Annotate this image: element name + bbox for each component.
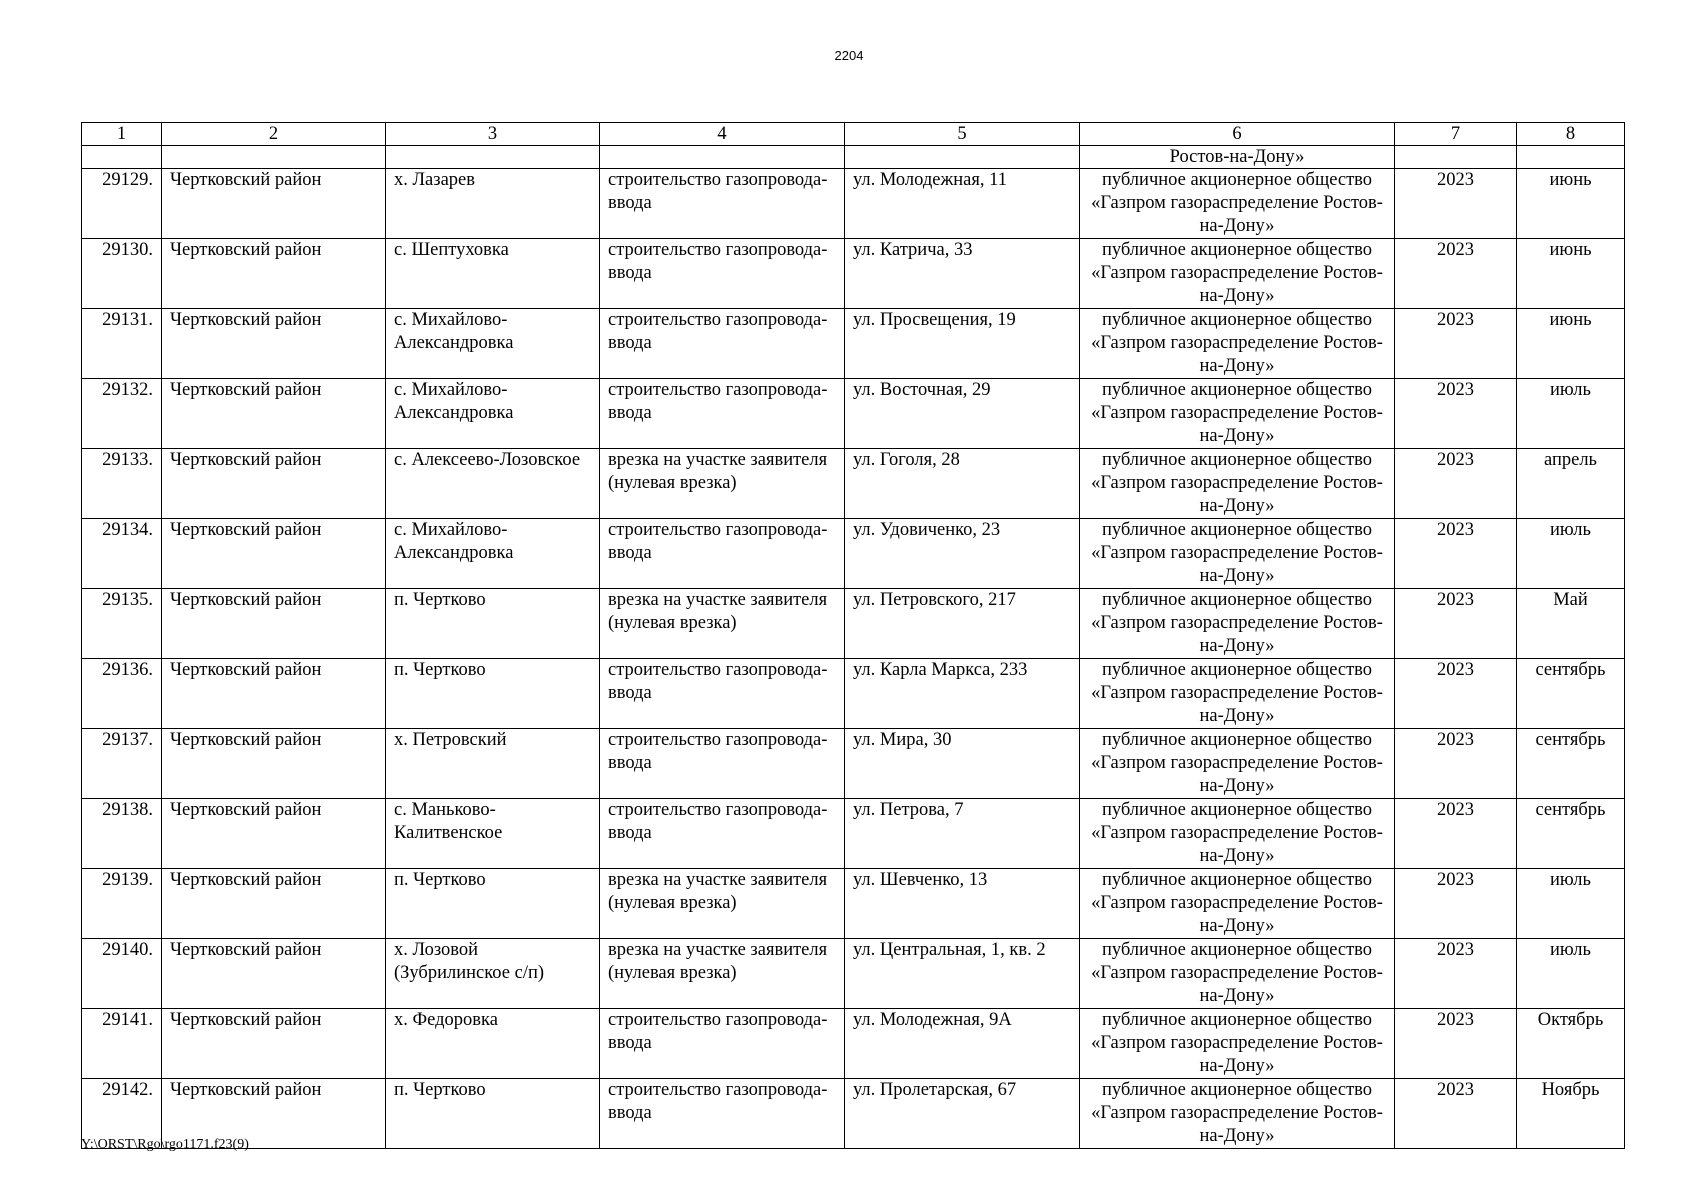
settlement-cell: х. Петровский [386,729,600,799]
address-cell: ул. Пролетарская, 67 [845,1079,1080,1149]
work-type-cell: строительство газопровода-ввода [600,239,845,309]
month-cell: июнь [1517,169,1625,239]
column-number: 8 [1517,123,1625,146]
table-row [82,519,1625,589]
work-type-cell: врезка на участке заявителя (нулевая врезка) [600,449,845,519]
organization-cell: публичное акционерное общество «Газпром газораспределение Ростов-на-Дону» [1080,379,1395,449]
table-row [82,449,1625,519]
year-cell: 2023 [1395,1079,1517,1149]
settlement-cell: х. Федоровка [386,1009,600,1079]
continuation-org-cell: Ростов-на-Дону» [1080,146,1395,169]
year-cell: 2023 [1395,939,1517,1009]
address-cell: ул. Молодежная, 9А [845,1009,1080,1079]
address-cell: ул. Восточная, 29 [845,379,1080,449]
settlement-cell: п. Чертково [386,589,600,659]
table-row [82,939,1625,1009]
organization-cell: публичное акционерное общество «Газпром газораспределение Ростов-на-Дону» [1080,799,1395,869]
page-number: 2204 [834,48,864,63]
month-cell: июль [1517,939,1625,1009]
address-cell: ул. Мира, 30 [845,729,1080,799]
organization-cell: публичное акционерное общество «Газпром газораспределение Ростов-на-Дону» [1080,309,1395,379]
table-row [82,869,1625,939]
settlement-cell: с. Михайлово-Александровка [386,519,600,589]
work-type-cell: строительство газопровода-ввода [600,659,845,729]
row-number-cell: 29132. [82,379,162,449]
year-cell: 2023 [1395,799,1517,869]
column-number: 2 [162,123,386,146]
row-number-cell: 29129. [82,169,162,239]
month-cell: Ноябрь [1517,1079,1625,1149]
row-number-cell: 29142. [82,1079,162,1149]
address-cell: ул. Молодежная, 11 [845,169,1080,239]
continuation-row [82,146,1625,169]
month-cell: июнь [1517,239,1625,309]
row-number-cell: 29138. [82,799,162,869]
work-type-cell: строительство газопровода-ввода [600,379,845,449]
month-cell: июль [1517,869,1625,939]
organization-cell: публичное акционерное общество «Газпром газораспределение Ростов-на-Дону» [1080,729,1395,799]
year-cell: 2023 [1395,519,1517,589]
table-row [82,169,1625,239]
month-cell: сентябрь [1517,799,1625,869]
table-row [82,729,1625,799]
work-type-cell: строительство газопровода-ввода [600,799,845,869]
district-cell: Чертковский район [162,1079,386,1149]
table-row [82,659,1625,729]
table-row [82,379,1625,449]
column-number: 6 [1080,123,1395,146]
district-cell: Чертковский район [162,379,386,449]
table-body [82,146,1625,1149]
row-number-cell: 29139. [82,869,162,939]
work-type-cell: врезка на участке заявителя (нулевая врезка) [600,869,845,939]
work-type-cell: строительство газопровода-ввода [600,1079,845,1149]
table-row [82,309,1625,379]
district-cell: Чертковский район [162,939,386,1009]
address-cell: ул. Катрича, 33 [845,239,1080,309]
year-cell: 2023 [1395,449,1517,519]
year-cell: 2023 [1395,309,1517,379]
work-type-cell: врезка на участке заявителя (нулевая врезка) [600,589,845,659]
settlement-cell: х. Лозовой (Зубрилинское с/п) [386,939,600,1009]
column-number: 3 [386,123,600,146]
address-cell: ул. Просвещения, 19 [845,309,1080,379]
address-cell: ул. Гоголя, 28 [845,449,1080,519]
row-number-cell: 29137. [82,729,162,799]
row-number-cell: 29141. [82,1009,162,1079]
month-cell: Октябрь [1517,1009,1625,1079]
row-number-cell: 29134. [82,519,162,589]
month-cell: апрель [1517,449,1625,519]
organization-cell: публичное акционерное общество «Газпром газораспределение Ростов-на-Дону» [1080,449,1395,519]
month-cell: июнь [1517,309,1625,379]
year-cell: 2023 [1395,589,1517,659]
table-row [82,1009,1625,1079]
work-type-cell: строительство газопровода-ввода [600,519,845,589]
organization-cell: публичное акционерное общество «Газпром газораспределение Ростов-на-Дону» [1080,659,1395,729]
district-cell: Чертковский район [162,659,386,729]
row-number-cell: 29131. [82,309,162,379]
month-cell: сентябрь [1517,659,1625,729]
district-cell: Чертковский район [162,589,386,659]
month-cell: сентябрь [1517,729,1625,799]
work-type-cell: строительство газопровода-ввода [600,1009,845,1079]
row-number-cell: 29130. [82,239,162,309]
year-cell: 2023 [1395,659,1517,729]
district-cell: Чертковский район [162,869,386,939]
address-cell: ул. Центральная, 1, кв. 2 [845,939,1080,1009]
organization-cell: публичное акционерное общество «Газпром газораспределение Ростов-на-Дону» [1080,239,1395,309]
work-type-cell: строительство газопровода-ввода [600,169,845,239]
organization-cell: публичное акционерное общество «Газпром газораспределение Ростов-на-Дону» [1080,1009,1395,1079]
organization-cell: публичное акционерное общество «Газпром газораспределение Ростов-на-Дону» [1080,169,1395,239]
district-cell: Чертковский район [162,449,386,519]
address-cell: ул. Карла Маркса, 233 [845,659,1080,729]
settlement-cell: с. Маньково-Калитвенское [386,799,600,869]
settlement-cell: п. Чертково [386,659,600,729]
settlement-cell: п. Чертково [386,1079,600,1149]
row-number-cell: 29136. [82,659,162,729]
column-number: 5 [845,123,1080,146]
district-cell: Чертковский район [162,729,386,799]
settlement-cell: с. Алексеево-Лозовское [386,449,600,519]
district-cell: Чертковский район [162,239,386,309]
month-cell: июль [1517,519,1625,589]
settlement-cell: с. Михайлово-Александровка [386,379,600,449]
row-number-cell: 29133. [82,449,162,519]
row-number-cell: 29135. [82,589,162,659]
organization-cell: публичное акционерное общество «Газпром газораспределение Ростов-на-Дону» [1080,589,1395,659]
month-cell: Май [1517,589,1625,659]
table-row [82,1079,1625,1149]
work-type-cell: строительство газопровода-ввода [600,729,845,799]
row-number-cell: 29140. [82,939,162,1009]
column-number-row [82,123,1625,146]
settlement-cell: п. Чертково [386,869,600,939]
organization-cell: публичное акционерное общество «Газпром газораспределение Ростов-на-Дону» [1080,939,1395,1009]
organization-cell: публичное акционерное общество «Газпром газораспределение Ростов-на-Дону» [1080,1079,1395,1149]
district-cell: Чертковский район [162,1009,386,1079]
year-cell: 2023 [1395,169,1517,239]
district-cell: Чертковский район [162,799,386,869]
table-row [82,589,1625,659]
address-cell: ул. Петрова, 7 [845,799,1080,869]
table-row [82,799,1625,869]
year-cell: 2023 [1395,869,1517,939]
district-cell: Чертковский район [162,309,386,379]
address-cell: ул. Петровского, 217 [845,589,1080,659]
year-cell: 2023 [1395,1009,1517,1079]
address-cell: ул. Удовиченко, 23 [845,519,1080,589]
district-cell: Чертковский район [162,519,386,589]
settlement-cell: с. Михайлово-Александровка [386,309,600,379]
work-type-cell: врезка на участке заявителя (нулевая врезка) [600,939,845,1009]
column-number: 7 [1395,123,1517,146]
year-cell: 2023 [1395,239,1517,309]
organization-cell: публичное акционерное общество «Газпром газораспределение Ростов-на-Дону» [1080,519,1395,589]
column-number: 4 [600,123,845,146]
organization-cell: публичное акционерное общество «Газпром газораспределение Ростов-на-Дону» [1080,869,1395,939]
year-cell: 2023 [1395,379,1517,449]
month-cell: июль [1517,379,1625,449]
settlement-cell: с. Шептуховка [386,239,600,309]
year-cell: 2023 [1395,729,1517,799]
work-type-cell: строительство газопровода-ввода [600,309,845,379]
column-number: 1 [82,123,162,146]
file-path-footer: Y:\ORST\Rgo\rgo1171.f23(9) [81,1137,249,1152]
table-row [82,239,1625,309]
settlement-cell: х. Лазарев [386,169,600,239]
district-cell: Чертковский район [162,169,386,239]
register-table [81,122,1625,1149]
address-cell: ул. Шевченко, 13 [845,869,1080,939]
